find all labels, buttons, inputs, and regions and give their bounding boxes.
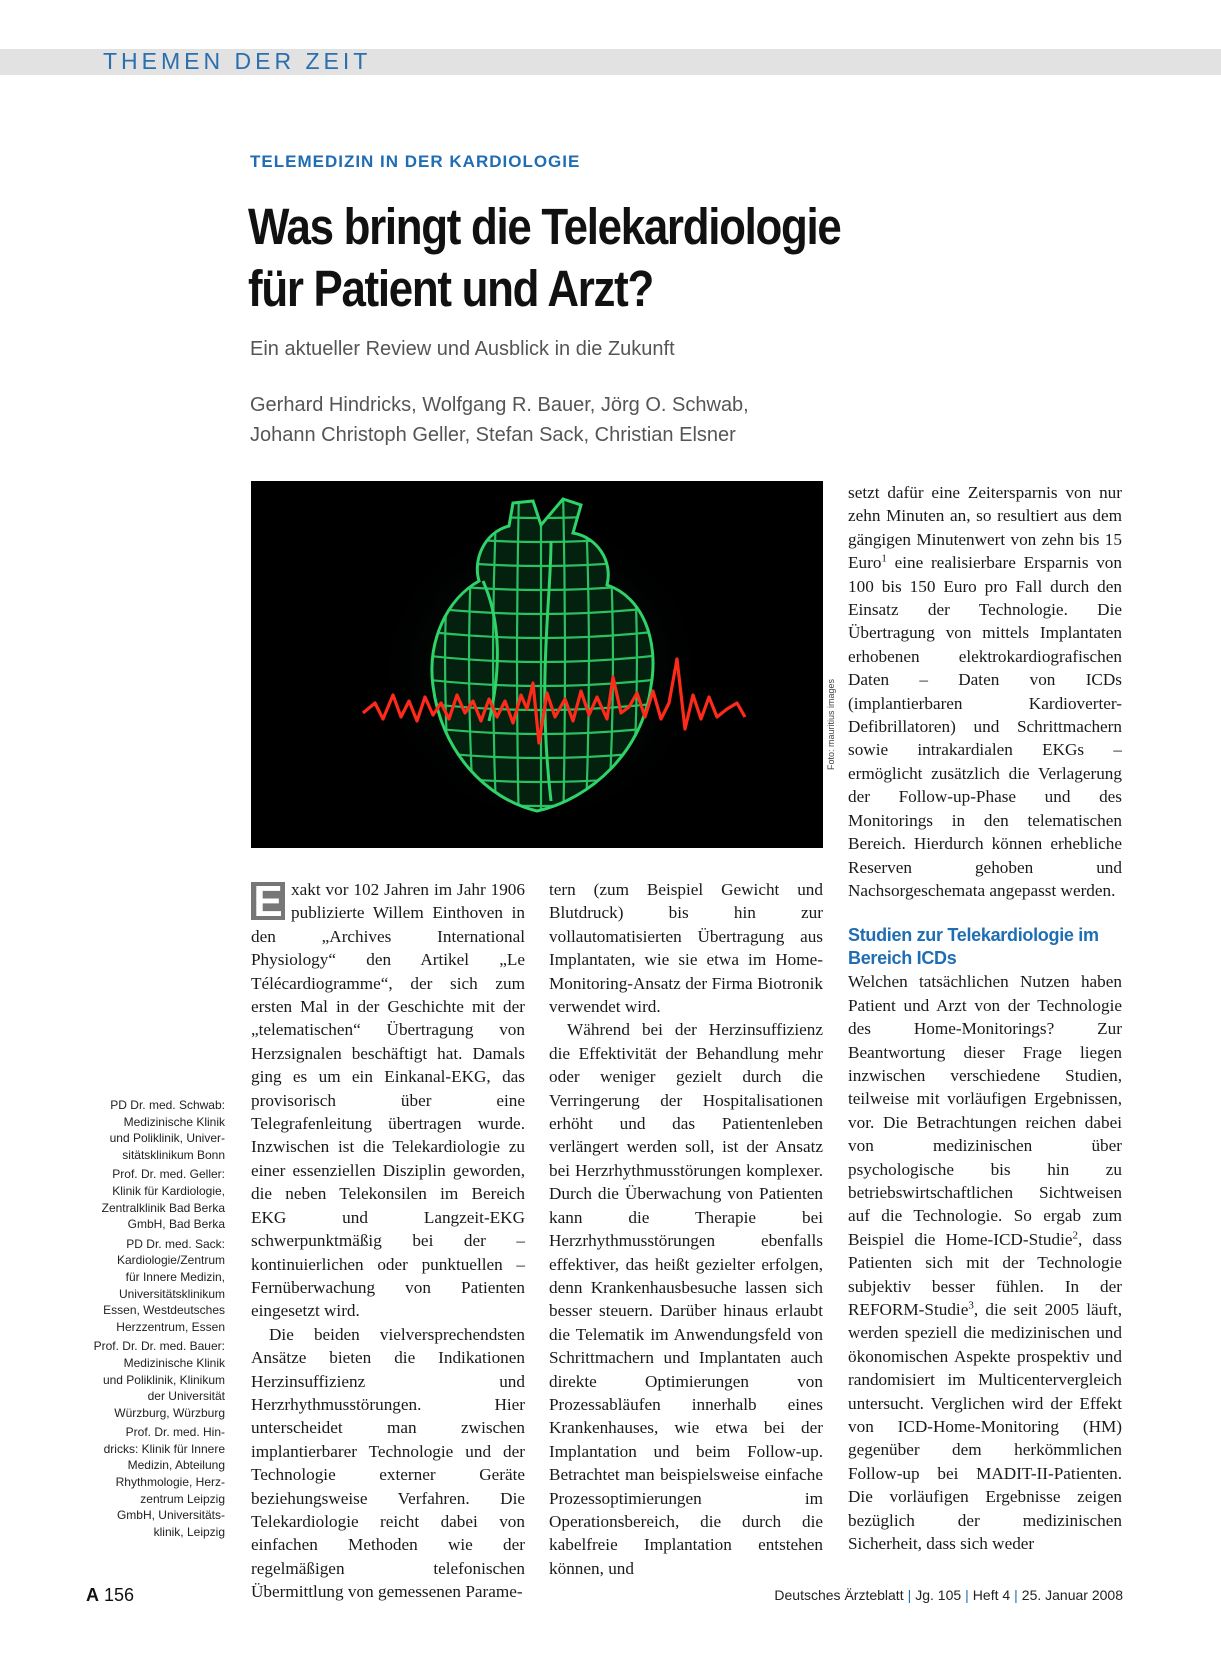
affiliation-line: klinik, Leipzig: [153, 1524, 225, 1539]
drop-cap: E: [251, 882, 285, 920]
title-line-2: für Patient und Arzt?: [248, 260, 653, 317]
paragraph-text: , die seit 2005 läuft, werden speziell die medizinischen und ökonomischen Aspekte prospektiv und randomisiert im Multicentervergleich untersucht. Verglichen wird der Effekt von ICD-Home-Monitoring (HM) gegenüber dem herkömmlichen Follow-up bei MADIT-II-Patienten. Die vorläufigen Ergebnisse zeigen bezüglich der medizinischen Sicherheit, dass sich weder: [848, 1300, 1122, 1554]
affiliation-line: Prof. Dr. med. Hin-: [125, 1425, 225, 1440]
body-paragraph: [848, 970, 1122, 1555]
affiliation-line: sitätsklinikum Bonn: [122, 1147, 225, 1162]
page-number-value: 156: [104, 1585, 135, 1605]
footer-separator: |: [907, 1587, 912, 1603]
footer-separator: |: [965, 1587, 969, 1603]
paragraph-text: xakt vor 102 Jahren im Jahr 1906 publizierte Willem Einthoven in den „Archives International Physiology“ den Artikel „Le Télécardiogramme“, der sich zum ersten Mal in der Geschichte mit der „telematischen“ Übertragung von Herzsignalen beschäftigt hat. Damals ging es um ein Einkanal-EKG, das provisorisch über eine Telegrafenleitung übertragen wurde. Inzwischen ist die Telekardiologie zu einer essenziellen Disziplin geworden, die neben Telekonsilen im Bereich EKG und Langzeit-EKG schwerpunktmäßig bei der – kontinuierlichen oder punktuellen – Fernüberwachung von Patienten eingesetzt wird.: [251, 880, 525, 1321]
affiliation-line: GmbH, Bad Berka: [127, 1217, 225, 1232]
affiliation-line: und Poliklinik, Klinikum: [102, 1372, 225, 1387]
author-line-1: Gerhard Hindricks, Wolfgang R. Bauer, Jörg O. Schwab,: [250, 394, 749, 416]
paragraph-text: setzt dafür eine Zeitersparnis von nur zehn Minuten an, so resultiert aus dem gängigen Minutenwert von zehn bis 15 Euro: [848, 483, 1122, 573]
footnote-ref: 2: [1072, 1229, 1078, 1242]
body-column-3: [848, 481, 1122, 1555]
affiliation-line: Prof. Dr. Dr. med. Bauer:: [93, 1339, 225, 1354]
affiliation-line: Kardiologie/Zentrum: [116, 1253, 225, 1268]
journal-issue: Heft 4: [972, 1587, 1011, 1603]
footer-separator: |: [1014, 1587, 1018, 1603]
affiliation-line: GmbH, Universitäts-: [116, 1508, 225, 1523]
author-affiliations: [80, 1097, 225, 1543]
wireframe-heart-image: [251, 481, 823, 848]
paragraph-text: Welchen tatsächlichen Nutzen haben Patient und Arzt von der Technologie des Home-Monitorings? Zur Beantwortung dieser Frage liegen inzwischen verschiedene Studien, teilweise mit vorläufigen Ergebnissen, vor. Die Betrachtungen reichen dabei von medizinischen über psychologische bis hin zu betriebswirtschaftlichen Sichtweisen auf die Technologie. So ergab zum Beispiel die Home-ICD-Studie: [848, 972, 1122, 1249]
affiliation-line: Medizinische Klinik: [123, 1355, 225, 1370]
journal-name: Deutsches Ärzteblatt: [774, 1587, 904, 1603]
author-list: [250, 390, 749, 450]
photo-credit: Foto: mauritius images: [826, 678, 836, 770]
affiliation-line: Prof. Dr. med. Geller:: [112, 1167, 225, 1182]
affiliation-line: Würzburg, Würzburg: [114, 1405, 225, 1420]
journal-volume: Jg. 105: [915, 1587, 962, 1603]
affiliation-line: Universitätsklinikum: [118, 1286, 225, 1301]
affiliation-line: Medizinische Klinik: [123, 1114, 225, 1129]
affiliation-line: Essen, Westdeutsches: [103, 1303, 225, 1318]
journal-date: 25. Januar 2008: [1021, 1587, 1123, 1603]
article-title: [248, 196, 1022, 320]
affiliation-entry: [80, 1424, 225, 1540]
page-number: [86, 1585, 134, 1606]
paragraph-text: eine realisierbare Ersparnis von 100 bis 150 Euro pro Fall durch den Einsatz der Technologie. Die Übertragung von mittels Implantaten erhobenen elektrokardiografischen Daten – Daten von ICDs (implantierbaren Kardioverter-Defibrillatoren) und Schrittmachern sowie intrakardialen EKGs – ermöglicht zusätzlich die Verlagerung der Follow-up-Phase und des Monitorings in den telematischen Bereich. Hierdurch können erhebliche Reserven gehoben und Nachsorgeschemata angepasst werden.: [848, 553, 1122, 900]
affiliation-line: Klinik für Kardiologie,: [112, 1183, 225, 1198]
footnote-ref: 3: [968, 1299, 974, 1312]
body-paragraph: [848, 481, 1122, 902]
affiliation-line: Rhythmologie, Herz-: [115, 1475, 225, 1490]
body-paragraph: Während bei der Herzinsuffizienz die Effektivität der Behandlung mehr oder weniger gezielt durch die Verringerung der Hospitalisationen erhöht und das Patientenleben verlängert werden soll, ist der Ansatz bei Herzrhythmusstörungen komplexer. Durch die Überwachung von Patienten kann die Therapie bei Herzrhythmusstörungen ebenfalls effektiver, das heißt gezielter erfolgen, denn Krankenhausbesuche lassen sich besser steuern. Darüber hinaus erlaubt die Telematik im Anwendungsfeld von Schrittmachern und Implantaten auch direkte Optimierungen von Prozessabläufen innerhalb eines Krankenhauses, wie etwa bei der Implantation und beim Follow-up. Betrachtet man beispielsweise einfache Prozessoptimierungen im Operationsbereich, die durch die kabelfreie Implantation entstehen können, und: [549, 1020, 823, 1578]
section-label: THEMEN DER ZEIT: [103, 48, 372, 74]
affiliation-line: zentrum Leipzig: [140, 1491, 225, 1506]
affiliation-line: dricks: Klinik für Innere: [103, 1441, 225, 1456]
affiliation-line: Herzzentrum, Essen: [116, 1319, 225, 1334]
paragraph-text: , dass Patienten sich mit der Technologie subjektiv besser fühlen. In der REFORM-Studie: [848, 1229, 1122, 1319]
body-column-2: [549, 878, 823, 1580]
section-subheading: Studien zur Telekardiologie im Bereich ICDs: [848, 925, 1099, 969]
title-line-1: Was bringt die Telekardiologie: [248, 198, 841, 255]
body-paragraph: tern (zum Beispiel Gewicht und Blutdruck) bis hin zur vollautomatisierten Übertragung aus Implantaten, wie sie etwa im Home-Monitoring-Ansatz der Firma Biotronik verwendet wird.: [549, 880, 823, 1017]
article-kicker: TELEMEDIZIN IN DER KARDIOLOGIE: [250, 152, 581, 171]
journal-footer: [774, 1587, 1123, 1603]
affiliation-line: der Universität: [147, 1389, 225, 1404]
affiliation-line: und Poliklinik, Univer-: [109, 1131, 225, 1146]
affiliation-line: für Innere Medizin,: [125, 1269, 225, 1284]
intro-paragraph: [251, 878, 525, 1323]
affiliation-entry: [80, 1338, 225, 1421]
affiliation-entry: [80, 1097, 225, 1163]
body-column-1: [251, 878, 525, 1604]
affiliation-line: PD Dr. med. Sack:: [126, 1236, 225, 1251]
heart-illustration: [251, 481, 823, 848]
author-line-2: Johann Christoph Geller, Stefan Sack, Christian Elsner: [250, 424, 736, 446]
affiliation-entry: [80, 1236, 225, 1336]
affiliation-line: Medizin, Abteilung: [127, 1458, 225, 1473]
affiliation-line: PD Dr. med. Schwab:: [110, 1098, 225, 1112]
footnote-ref: 1: [881, 552, 887, 565]
page-prefix: A: [86, 1585, 99, 1605]
body-paragraph: Die beiden vielversprechendsten Ansätze bieten die Indikationen Herzinsuffizienz und Herzrhythmusstörungen. Hier unterscheidet man zwischen implantierbarer Technologie und der Technologie externer Geräte beziehungsweise Verfahren. Die Telekardiologie reicht dabei von einfachen Methoden wie der regelmäßigen telefonischen Übermittlung von gemessenen Parame-: [251, 1324, 525, 1602]
affiliation-line: Zentralklinik Bad Berka: [101, 1200, 225, 1215]
article-subtitle: Ein aktueller Review und Ausblick in die Zukunft: [250, 338, 675, 360]
affiliation-entry: [80, 1166, 225, 1232]
